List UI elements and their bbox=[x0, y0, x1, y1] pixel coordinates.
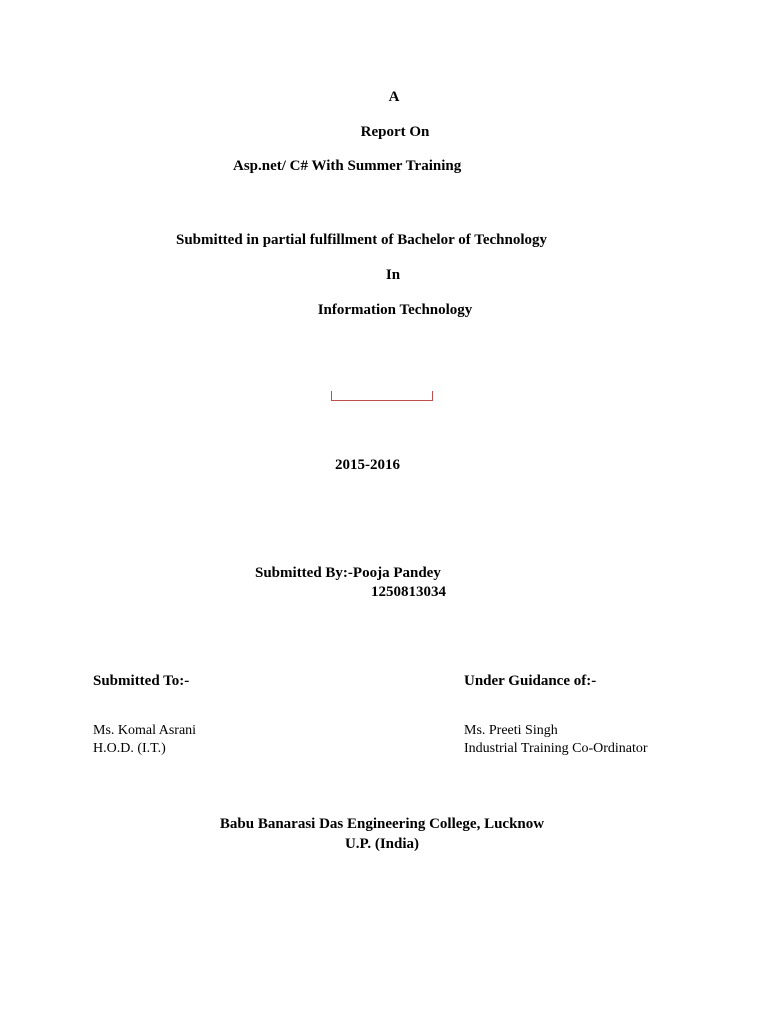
guidance-heading: Under Guidance of:- bbox=[464, 673, 597, 689]
submission-purpose: Submitted in partial fulfillment of Bachelor of Technology bbox=[176, 232, 547, 248]
title-subject: Asp.net/ C# With Summer Training bbox=[233, 158, 462, 174]
submitted-to-designation: H.O.D. (I.T.) bbox=[93, 741, 166, 756]
college-location: U.P. (India) bbox=[344, 836, 420, 852]
submitted-to-heading: Submitted To:- bbox=[93, 673, 190, 689]
submission-branch: Information Technology bbox=[317, 302, 473, 318]
title-article: A bbox=[388, 89, 400, 105]
college-name: Babu Banarasi Das Engineering College, Lucknow bbox=[219, 816, 545, 832]
roll-number: 1250813034 bbox=[371, 584, 446, 600]
submitted-by: Submitted By:-Pooja Pandey bbox=[255, 565, 441, 581]
title-report-on: Report On bbox=[360, 124, 430, 140]
guidance-name: Ms. Preeti Singh bbox=[464, 723, 558, 738]
submitted-to-name: Ms. Komal Asrani bbox=[93, 723, 197, 738]
academic-session: 2015-2016 bbox=[335, 457, 400, 473]
guidance-designation: Industrial Training Co-Ordinator bbox=[464, 741, 648, 756]
submission-connector: In bbox=[385, 267, 401, 283]
logo-placeholder-frame bbox=[331, 391, 433, 401]
